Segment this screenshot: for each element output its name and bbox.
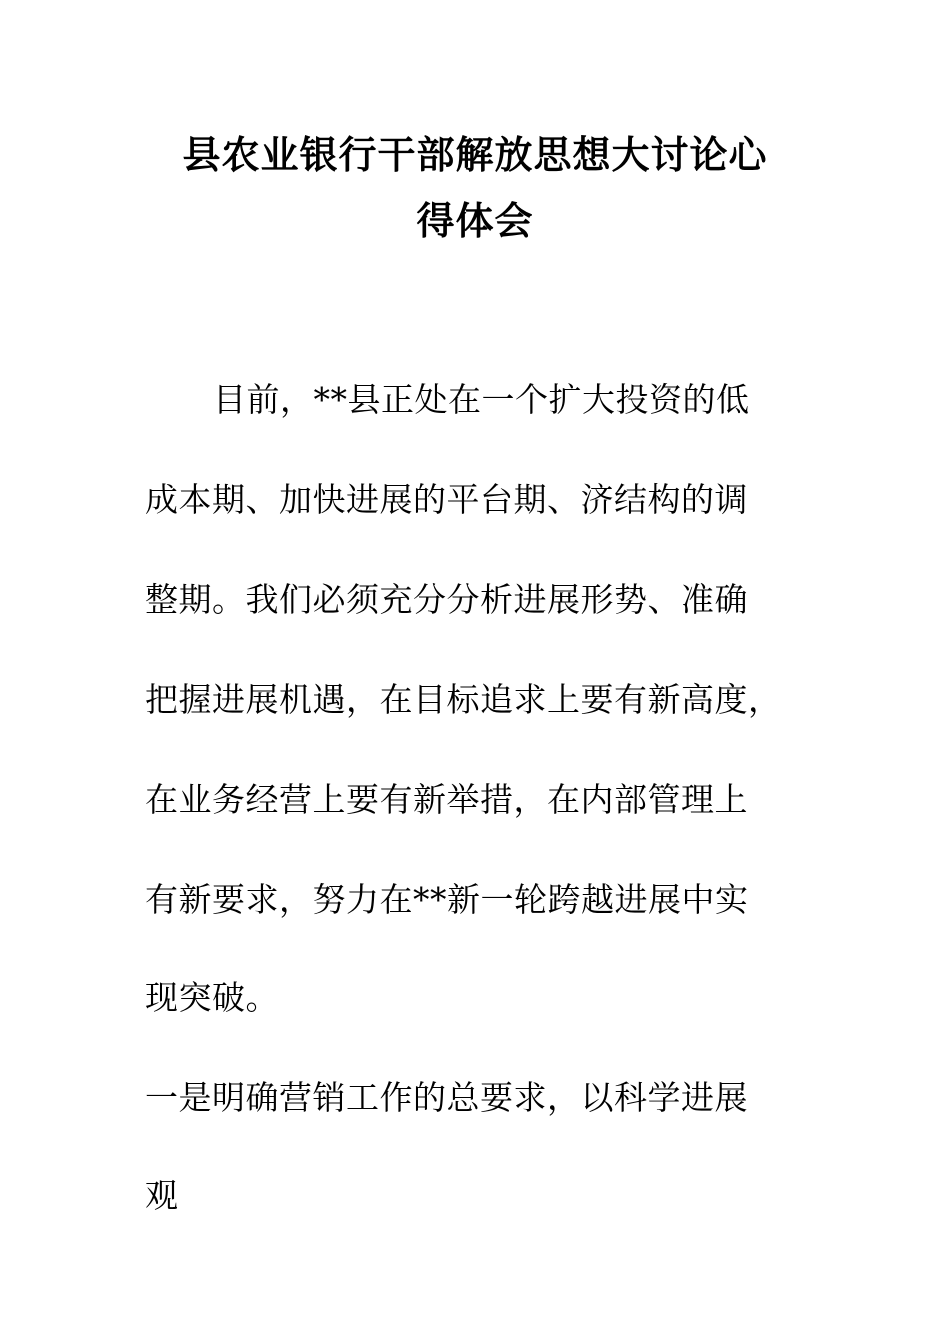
body-line-4: 把握进展机遇，在目标追求上要有新高度， (145, 680, 782, 719)
body-line-1: 目前，**县正处在一个扩大投资的低 (213, 380, 750, 419)
title-line-1: 县农业银行干部解放思想大讨论心 (182, 133, 768, 177)
body-line-7: 现突破。 (145, 978, 279, 1017)
body-line-8: 一是明确营销工作的总要求，以科学进展 (145, 1078, 748, 1117)
body-line-2: 成本期、加快进展的平台期、济结构的调 (145, 480, 748, 519)
body-line-9: 观 (145, 1176, 179, 1215)
body-line-3: 整期。我们必须充分分析进展形势、准确 (145, 580, 748, 619)
body-line-5: 在业务经营上要有新举措，在内部管理上 (145, 780, 748, 819)
document-title (120, 122, 830, 254)
body-line-6: 有新要求，努力在**新一轮跨越进展中实 (145, 880, 749, 919)
title-line-2: 得体会 (416, 199, 534, 243)
